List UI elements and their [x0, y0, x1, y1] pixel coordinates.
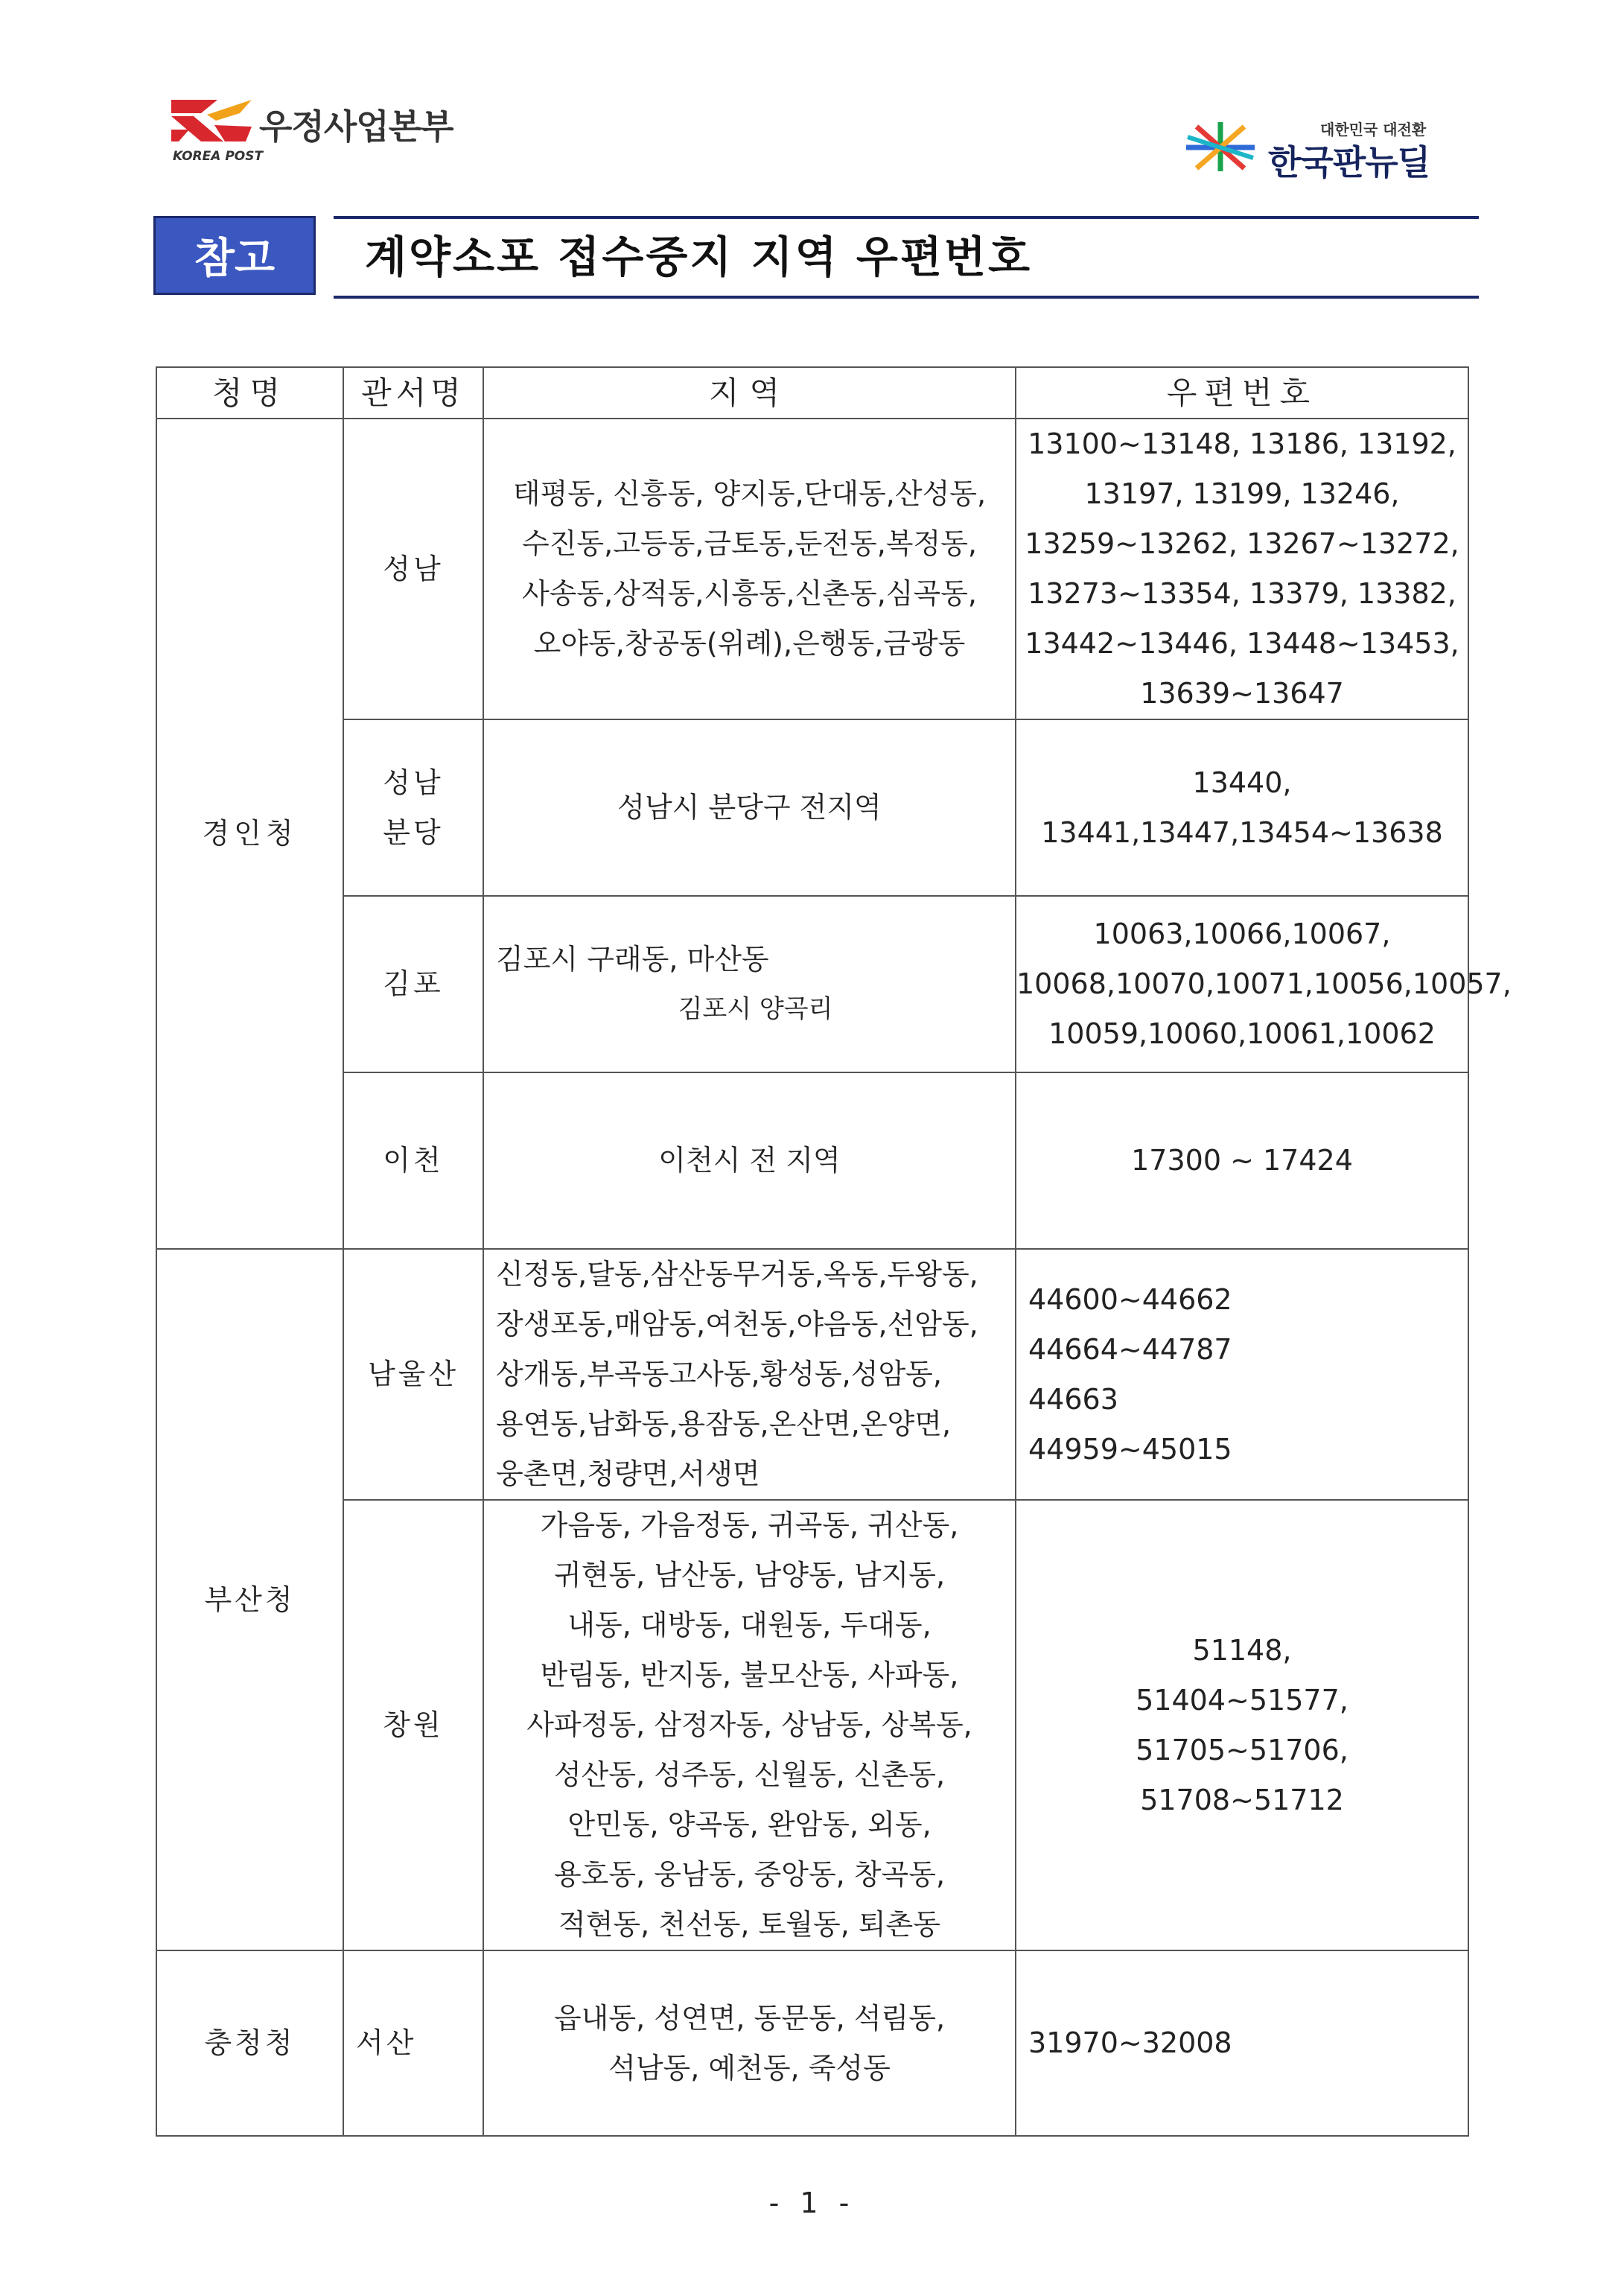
- reference-badge: [153, 216, 316, 295]
- header-zip: 우편번호: [1016, 367, 1468, 419]
- page-number: - 1 -: [768, 2187, 856, 2219]
- table-header-row: [156, 367, 1468, 419]
- reference-badge-label: 참고: [194, 235, 276, 283]
- zip-code-table: [156, 366, 1512, 2137]
- header-area: 지역: [483, 367, 1016, 419]
- agency-cell: 부산청: [156, 1249, 343, 1950]
- area-cell: 태평동, 신흥동, 양지동,단대동,산성동, 수진동,고등동,금토동,둔전동,복정동, 사송동,상적동,시흥동,신촌동,심곡동, 오야동,창공동(위례),은행동,금광동: [483, 419, 1016, 719]
- office-cell: 성남 분당: [343, 719, 483, 896]
- org-english-name: KOREA POST: [173, 149, 264, 164]
- area-cell: 가음동, 가음정동, 귀곡동, 귀산동, 귀현동, 남산동, 남양동, 남지동, 내동, 대방동, 대원동, 두대동, 반림동, 반지동, 불모산동, 사파동, 사파정동, 삼정자동, 상남동, 상복동, 성산동, 성주동, 신월동, 신촌동, 안민동, 양곡동, 완암동, 외동, 용호동, 웅남동, 중앙동, 창곡동, 적현동, 천선동, 토월동, 퇴촌동: [483, 1500, 1016, 1950]
- korean-new-deal-logo: [1180, 118, 1486, 182]
- org-name: 우정사업본부: [259, 106, 453, 147]
- area-cell: 신정동,달동,삼산동무거동,옥동,두왕동, 장생포동,매암동,여천동,야음동,선암동, 상개동,부곡동고사동,황성동,성암동, 용연동,남화동,용잠동,온산면,온양면, 웅촌면,청량면,서생면: [483, 1249, 1016, 1500]
- table-row: [156, 719, 1468, 896]
- office-cell: 창원: [343, 1500, 483, 1950]
- area-cell: 이천시 전 지역: [483, 1072, 1016, 1249]
- office-cell: 성남: [343, 419, 483, 719]
- agency-cell: 경인청: [156, 419, 343, 1249]
- table-row: [156, 419, 1468, 719]
- office-cell: 서산: [343, 1950, 483, 2136]
- office-cell: 이천: [343, 1072, 483, 1249]
- new-deal-tagline: 대한민국 대전환: [1320, 121, 1427, 139]
- new-deal-emblem-icon: [1180, 121, 1262, 173]
- zip-cell: 31970~32008: [1016, 1950, 1468, 2136]
- table-row: [156, 896, 1468, 1072]
- agency-cell: 충청청: [156, 1950, 343, 2136]
- office-cell: 남울산: [343, 1249, 483, 1500]
- zip-cell: 17300 ~ 17424: [1016, 1072, 1468, 1249]
- korea-post-logo: [171, 97, 484, 171]
- korea-post-emblem-icon: [171, 97, 253, 149]
- page-title: 계약소포 접수중지 지역 우편번호: [365, 232, 1032, 282]
- header-agency: 청명: [156, 367, 343, 419]
- area-cell: 읍내동, 성연면, 동문동, 석림동, 석남동, 예천동, 죽성동: [483, 1950, 1016, 2136]
- zip-cell: 44600~44662 44664~44787 44663 44959~45015: [1016, 1249, 1468, 1500]
- zip-cell: 51148, 51404~51577, 51705~51706, 51708~51712: [1016, 1500, 1468, 1950]
- table-row: [156, 1072, 1468, 1249]
- zip-cell: 13100~13148, 13186, 13192, 13197, 13199, 13246, 13259~13262, 13267~13272, 13273~13354, 13379, 13382, 13442~13446, 13448~13453, 13639~13647: [1016, 419, 1468, 719]
- zip-cell: 13440, 13441,13447,13454~13638: [1016, 719, 1468, 896]
- zip-cell: 10063,10066,10067, 10068,10070,10071,10056,10057, 10059,10060,10061,10062: [1016, 896, 1468, 1072]
- table-row: [156, 1249, 1468, 1500]
- header-office: 관서명: [343, 367, 483, 419]
- new-deal-brand: 한국판뉴딜: [1268, 142, 1430, 182]
- area-cell: 김포시 구래동, 마산동 김포시 양곡리: [483, 896, 1016, 1072]
- table-row: [156, 1950, 1468, 2136]
- office-cell: 김포: [343, 896, 483, 1072]
- table-row: [156, 1500, 1468, 1950]
- area-cell: 성남시 분당구 전지역: [483, 719, 1016, 896]
